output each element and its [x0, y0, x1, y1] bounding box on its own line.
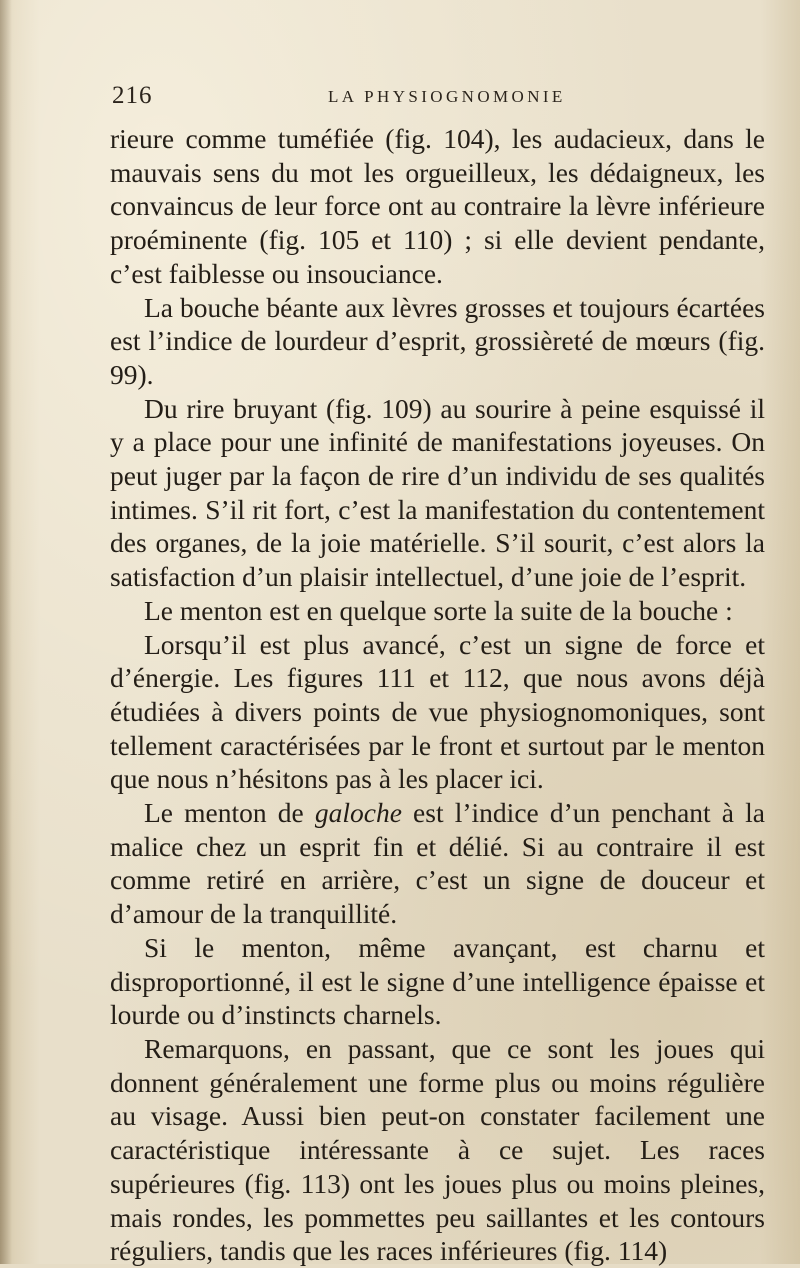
body-text — [110, 122, 765, 1268]
spine-shadow — [0, 0, 12, 1264]
paragraph-continued: rieure comme tuméfiée (fig. 104), les audacieux, dans le mauvais sens du mot les orgueilleux, les dédaigneux, les convaincus de leur force ont au contraire la lèvre inférieure proéminente (fig. 105 et 110) ; si elle devient pendante, c’est faiblesse ou insouciance. — [110, 123, 765, 289]
paragraph: Lorsqu’il est plus avancé, c’est un signe de force et d’énergie. Les figures 111 et 112, que nous avons déjà étudiées à divers points de vue physiognomoniques, sont tellement caractérisées par le front et surtout par le menton que nous n’hésitons pas à les placer ici. — [110, 628, 765, 795]
paragraph: Du rire bruyant (fig. 109) au sourire à peine esquissé il y a place pour une infinité de manifestations joyeuses. On peut juger par la façon de rire d’un individu de ses qualités intimes. S’il rit fort, c’est la manifestation du contentement des organes, de la joie matérielle. S’il sourit, c’est alors la satisfaction d’un plaisir intellectuel, d’une joie de l’esprit. — [110, 392, 765, 593]
paragraph: Remarquons, en passant, que ce sont les joues qui donnent généralement une forme plus ou moins régulière au visage. Aussi bien peut-on constater facilement une caractéristique intéressante à ce sujet. Les races supérieures (fig. 113) ont les joues plus ou moins pleines, mais rondes, les pommettes peu saillantes et les contours réguliers, tandis que les races inférieures (fig. 114) — [110, 1032, 765, 1267]
page-number: 216 — [112, 82, 153, 109]
paragraph: La bouche béante aux lèvres grosses et toujours écartées est l’indice de lourdeur d’esprit, grossièreté de mœurs (fig. 99). — [110, 291, 765, 390]
running-title: LA PHYSIOGNOMONIE — [328, 87, 566, 106]
paragraph: Si le menton, même avançant, est charnu et disproportionné, il est le signe d’une intelligence épaisse et lourde ou d’instincts charnels. — [110, 931, 765, 1031]
page-header — [112, 82, 772, 118]
text-run: est l’indice d’un penchant à la malice chez un esprit fin et délié. Si au contraire il est comme retiré en arrière, c’est un signe de douceur et d’amour de la tranquillité. — [110, 797, 765, 930]
paragraph: Le menton est en quelque sorte la suite de la bouche : — [144, 594, 733, 626]
italic-term: galoche — [314, 797, 402, 829]
text-run: Le menton de — [144, 797, 315, 829]
paragraph — [110, 796, 765, 931]
